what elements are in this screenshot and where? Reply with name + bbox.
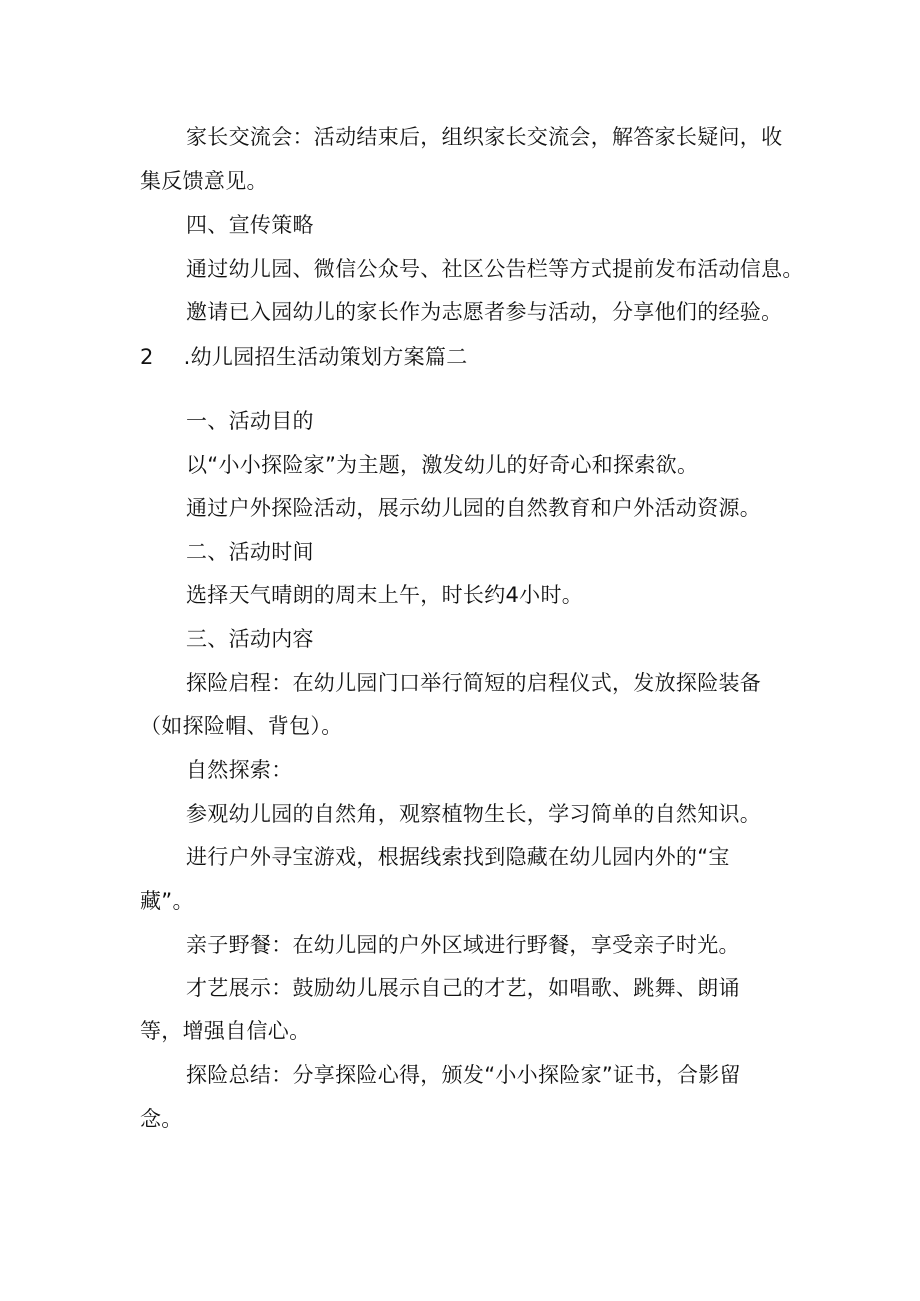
paragraph-nature-explore: 自然探索：	[186, 758, 293, 782]
heading-activity-content: 三、活动内容	[186, 627, 314, 651]
paragraph-treasure-hunt-line2: 藏”。	[140, 889, 194, 913]
heading-promotion-strategy: 四、宣传策略	[186, 213, 314, 237]
paragraph-theme: 以“小小探险家”为主题，激发幼儿的好奇心和探索欲。	[186, 453, 699, 477]
paragraph-summary-line2: 念。	[140, 1107, 183, 1131]
heading-activity-time: 二、活动时间	[186, 540, 314, 564]
section-title	[140, 342, 468, 372]
paragraph-picnic: 亲子野餐：在幼儿园的户外区域进行野餐，享受亲子时光。	[186, 933, 740, 957]
section-title-text: .幼儿园招生活动策划方案篇二	[183, 345, 468, 369]
paragraph-treasure-hunt-line1: 进行户外寻宝游戏，根据线索找到隐藏在幼儿园内外的“宝	[186, 845, 730, 869]
paragraph-time: 选择天气晴朗的周末上午，时长约4小时。	[186, 583, 584, 607]
paragraph-departure-line2: （如探险帽、背包）。	[140, 714, 343, 738]
paragraph-parent-exchange-line1: 家长交流会：活动结束后，组织家长交流会，解答家长疑问，收	[186, 125, 783, 149]
paragraph-summary-line1: 探险总结：分享探险心得，颁发“小小探险家”证书，合影留	[186, 1063, 741, 1087]
paragraph-parent-exchange-line2: 集反馈意见。	[140, 169, 268, 193]
paragraph-volunteer-parents: 邀请已入园幼儿的家长作为志愿者参与活动，分享他们的经验。	[186, 300, 783, 324]
paragraph-talent-show-line1: 才艺展示：鼓励幼儿展示自己的才艺，如唱歌、跳舞、朗诵	[186, 976, 740, 1000]
paragraph-nature-corner: 参观幼儿园的自然角，观察植物生长，学习简单的自然知识。	[186, 802, 762, 826]
paragraph-outdoor-resources: 通过户外探险活动，展示幼儿园的自然教育和户外活动资源。	[186, 496, 762, 520]
paragraph-talent-show-line2: 等，增强自信心。	[140, 1019, 311, 1043]
section-title-number: 2	[140, 345, 154, 369]
paragraph-departure-line1: 探险启程：在幼儿园门口举行简短的启程仪式，发放探险装备	[186, 671, 762, 695]
heading-activity-purpose: 一、活动目的	[186, 409, 314, 433]
paragraph-promotion-channels: 通过幼儿园、微信公众号、社区公告栏等方式提前发布活动信息。	[186, 257, 804, 281]
